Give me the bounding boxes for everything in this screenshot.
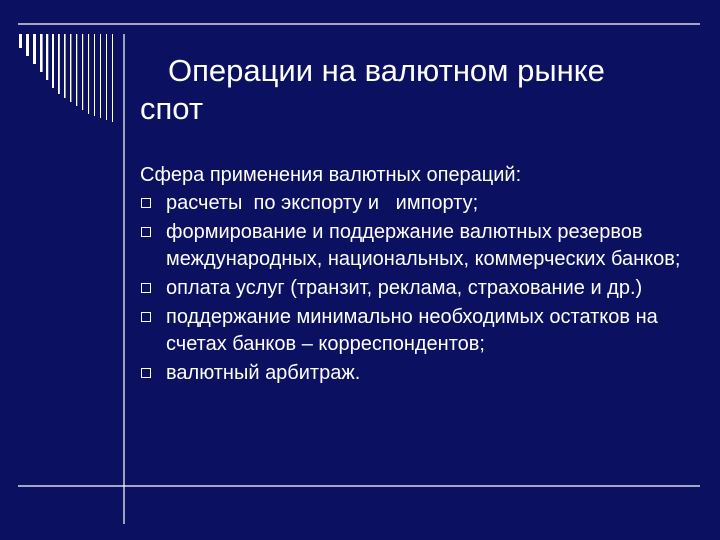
hollow-square-bullet-icon bbox=[141, 312, 151, 322]
barcode-decoration bbox=[19, 34, 113, 122]
bullet-text: оплата услуг (транзит, реклама, страхование и др.) bbox=[166, 277, 643, 299]
hollow-square-bullet-icon bbox=[141, 283, 151, 293]
bullet-text: формирование и поддержание валютных резервов международных, национальных, коммерческих банков; bbox=[166, 221, 681, 270]
hollow-square-bullet-icon bbox=[141, 368, 151, 378]
bullet-text: поддержание минимально необходимых остатков на счетах банков – корреспондентов; bbox=[166, 306, 664, 355]
list-item bbox=[140, 219, 700, 273]
list-item bbox=[140, 304, 700, 358]
title-line-1: Операции на валютном рынке bbox=[168, 53, 605, 88]
bullet-text: валютный арбитраж. bbox=[166, 362, 361, 384]
bullet-list bbox=[140, 190, 700, 387]
bullet-text: расчеты по экспорту и импорту; bbox=[166, 192, 479, 214]
list-item bbox=[140, 360, 700, 387]
hollow-square-bullet-icon bbox=[141, 198, 151, 208]
list-item bbox=[140, 275, 700, 302]
slide-body bbox=[140, 162, 700, 389]
list-item bbox=[140, 190, 700, 217]
intro-text: Сфера применения валютных операций: bbox=[140, 164, 522, 186]
slide-title bbox=[140, 52, 680, 128]
hollow-square-bullet-icon bbox=[141, 227, 151, 237]
title-line-2: спот bbox=[140, 91, 204, 126]
